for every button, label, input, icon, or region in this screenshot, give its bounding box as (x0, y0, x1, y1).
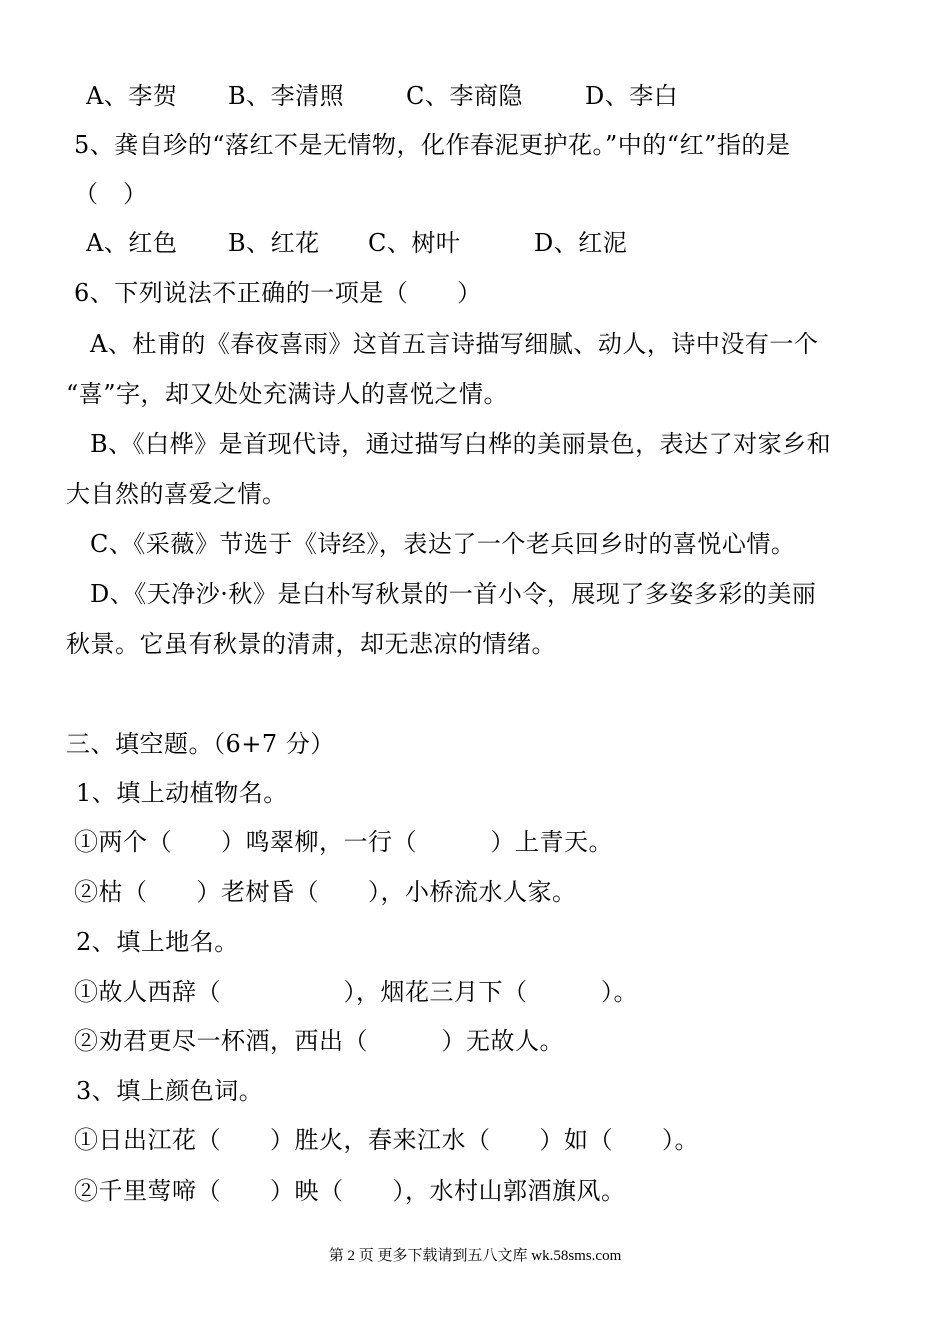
q4-option-b: B、李清照 (228, 82, 345, 110)
q6-option-d-line2: 秋景。它虽有秋景的清肃，却无悲凉的情绪。 (66, 630, 556, 658)
q6-stem: 6、下列说法不正确的一项是（ ） (74, 279, 482, 307)
page-footer: 第 2 页 更多下载请到五八文库 wk.58sms.com (328, 1248, 622, 1264)
section3-part2-item2: ②劝君更尽一杯酒，西出（ ）无故人。 (74, 1027, 564, 1055)
q4-option-d: D、李白 (585, 82, 679, 110)
q4-option-a: A、李贺 (86, 82, 178, 110)
q6-option-a-line1: A、杜甫的《春夜喜雨》这首五言诗描写细腻、动人，诗中没有一个 (90, 330, 819, 358)
section3-part2-title: 2、填上地名。 (76, 928, 239, 956)
q5-option-b: B、红花 (228, 229, 320, 257)
q5-option-a: A、红色 (86, 229, 178, 257)
q6-option-b-line1: B、《白桦》是首现代诗，通过描写白桦的美丽景色，表达了对家乡和 (90, 430, 832, 458)
q6-option-a-line2: “喜”字，却又处处充满诗人的喜悦之情。 (66, 380, 509, 408)
q6-option-c: C、《采薇》节选于《诗经》，表达了一个老兵回乡时的喜悦心情。 (90, 530, 796, 558)
q6-option-d-line1: D、《天净沙·秋》是白朴写秋景的一首小令，展现了多姿多彩的美丽 (90, 580, 817, 608)
section3-part3-title: 3、填上颜色词。 (76, 1077, 264, 1105)
q5-option-d: D、红泥 (534, 229, 628, 257)
section3-part3-item2: ②千里莺啼（ ）映（ ），水村山郭酒旗风。 (74, 1177, 626, 1205)
q5-option-c: C、树叶 (368, 229, 461, 257)
q5-stem: 5、龚自珍的“落红不是无情物，化作春泥更护花。”中的“红”指的是 (74, 131, 791, 159)
section3-part2-item1: ①故人西辞（ ），烟花三月下（ ）。 (74, 978, 638, 1006)
section3-part1-title: 1、填上动植物名。 (76, 779, 288, 807)
section3-part1-item1: ①两个（ ）鸣翠柳，一行（ ）上青天。 (74, 828, 613, 856)
section3-part1-item2: ②枯（ ）老树昏（ ），小桥流水人家。 (74, 878, 577, 906)
q4-option-c: C、李商隐 (406, 82, 523, 110)
section3-title: 三、填空题。（6+7 分） (66, 730, 335, 758)
q6-option-b-line2: 大自然的喜爱之情。 (66, 480, 287, 508)
section3-part3-item1: ①日出江花（ ）胜火，春来江水（ ）如（ ）。 (74, 1126, 699, 1154)
q5-answer-blank: （ ） (74, 180, 148, 208)
